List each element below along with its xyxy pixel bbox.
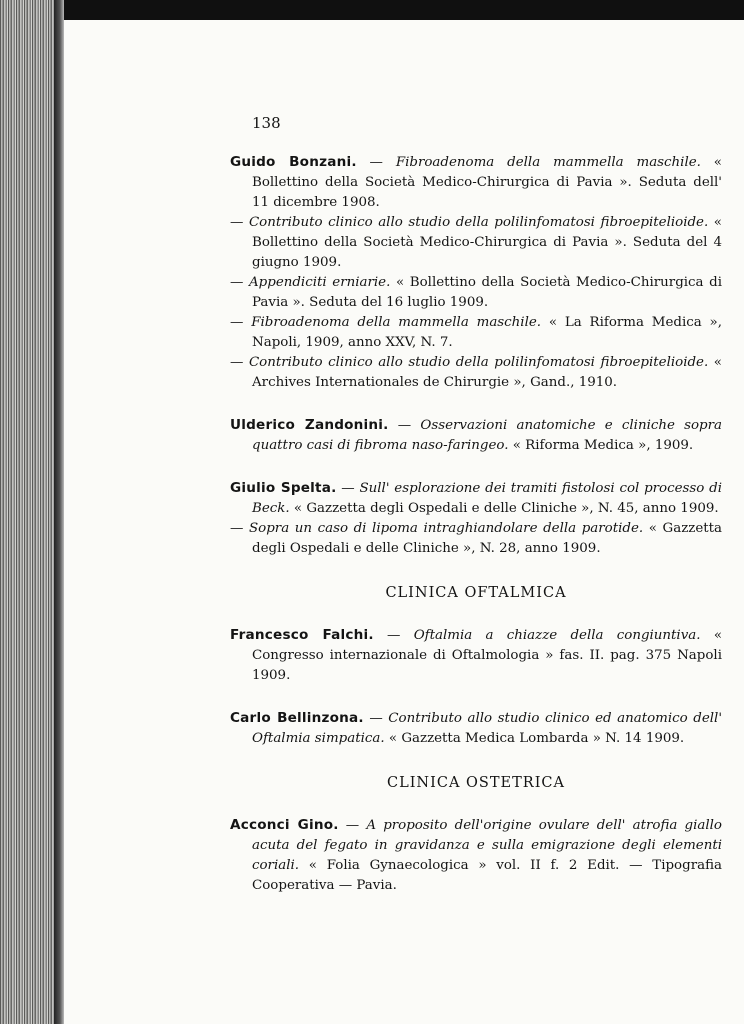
work-source: « Bollettino della Società Medico-Chirurgica di Pavia ». Seduta dell' 11 dicembre 1908. (252, 155, 722, 210)
work-source: « La Riforma Medica », Napoli, 1909, anno XXV, N. 7. (252, 315, 722, 350)
work-title: Contributo clinico allo studio della polilinfomatosi fibroepitelioide. (248, 355, 709, 370)
work-title: A proposito dell'origine ovulare dell' atrofia giallo acuta del fegato in gravidanza e sulla emigrazione degli elementi coriali. (252, 818, 722, 873)
work-citation: — Contributo clinico allo studio della polilinfomatosi fibroepitelioide. « Bollettino della Società Medico-Chirurgica di Pavia ». Seduta del 4 giugno 1909. (230, 215, 722, 270)
work-source: « Archives Internationales de Chirurgie », Gand., 1910. (252, 355, 722, 390)
work-source: « Bollettino della Società Medico-Chirurgica di Pavia ». Seduta del 16 luglio 1909. (252, 275, 722, 310)
section-heading: CLINICA OSTETRICA (386, 775, 565, 791)
work-citation: Francesco Falchi. — Oftalmia a chiazze della congiuntiva. « Congresso internazionale di Oftalmologia » fas. II. pag. 375 Napoli 1909. (230, 627, 723, 683)
work-title: Fibroadenoma della mammella maschile. (251, 315, 542, 330)
bibliography-entry (230, 708, 722, 749)
scan-top-border (0, 0, 744, 22)
author-name: Acconci Gino. (230, 817, 339, 833)
work-title: Sull' esplorazione dei tramiti fistolosi col processo di Beck. (252, 481, 722, 516)
work-source: « Gazzetta Medica Lombarda » N. 14 1909. (388, 731, 685, 746)
work-citation: — Appendiciti erniarie. « Bollettino della Società Medico-Chirurgica di Pavia ». Seduta del 16 luglio 1909. (230, 275, 722, 310)
work-citation: Giulio Spelta. — Sull' esplorazione dei tramiti fistolosi col processo di Beck. « Gazzetta degli Ospedali e delle Cliniche », N. 45, anno 1909. (230, 480, 722, 516)
work-title: Sopra un caso di lipoma intraghiandolare della parotide. (248, 521, 644, 536)
bibliography-entry (230, 415, 722, 456)
work-title: Contributo allo studio clinico ed anatomico dell' Oftalmia simpatica. (252, 711, 722, 746)
book-binding (0, 0, 62, 1024)
work-citation: — Fibroadenoma della mammella maschile. « La Riforma Medica », Napoli, 1909, anno XXV, N. 7. (230, 315, 722, 350)
work-source: « Congresso internazionale di Oftalmologia » fas. II. pag. 375 Napoli 1909. (252, 628, 723, 683)
work-title: Appendiciti erniarie. (249, 275, 391, 290)
work-citation: Guido Bonzani. — Fibroadenoma della mammella maschile. « Bollettino della Società Medico-Chirurgica di Pavia ». Seduta dell' 11 dicembre 1908. (230, 154, 722, 210)
work-citation: — Sopra un caso di lipoma intraghiandolare della parotide. « Gazzetta degli Ospedali e delle Cliniche », N. 28, anno 1909. (230, 521, 722, 556)
book-page (64, 20, 744, 1024)
author-name: Giulio Spelta. (230, 480, 337, 496)
work-title: Osservazioni anatomiche e cliniche sopra quattro casi di fibroma naso-faringeo. (252, 418, 722, 453)
author-name: Carlo Bellinzona. (230, 710, 364, 726)
work-source: « Gazzetta degli Ospedali e delle Cliniche », N. 28, anno 1909. (252, 521, 722, 556)
work-citation: Ulderico Zandonini. — Osservazioni anatomiche e cliniche sopra quattro casi di fibroma naso-faringeo. « Riforma Medica », 1909. (230, 417, 722, 453)
work-citation: Acconci Gino. — A proposito dell'origine ovulare dell' atrofia giallo acuta del fegato in gravidanza e sulla emigrazione degli elementi coriali. « Folia Gynaecologica » vol. II f. 2 Edit. — Tipografia Cooperativa — Pavia. (230, 817, 722, 893)
work-title: Oftalmia a chiazze della congiuntiva. (413, 628, 701, 643)
work-source: « Bollettino della Società Medico-Chirurgica di Pavia ». Seduta del 4 giugno 1909. (252, 215, 722, 270)
work-title: Contributo clinico allo studio della polilinfomatosi fibroepitelioide. (248, 215, 709, 230)
work-source: « Folia Gynaecologica » vol. II f. 2 Edit. — Tipografia Cooperativa — Pavia. (252, 858, 722, 893)
section-heading: CLINICA OFTALMICA (385, 585, 567, 601)
work-source: « Riforma Medica », 1909. (512, 438, 694, 453)
page-number: 138 (252, 114, 281, 132)
bibliography-entry (230, 625, 722, 686)
bibliography-entry (230, 152, 722, 393)
author-name: Francesco Falchi. (230, 627, 374, 643)
binding-shadow (54, 0, 64, 1024)
work-title: Fibroadenoma della mammella maschile. (395, 155, 701, 170)
bibliography-entry (230, 478, 722, 559)
work-citation: Carlo Bellinzona. — Contributo allo studio clinico ed anatomico dell' Oftalmia simpatica. « Gazzetta Medica Lombarda » N. 14 1909. (230, 710, 722, 746)
work-citation: — Contributo clinico allo studio della polilinfomatosi fibroepitelioide. « Archives Internationales de Chirurgie », Gand., 1910. (230, 355, 722, 390)
author-name: Ulderico Zandonini. (230, 417, 389, 433)
author-name: Guido Bonzani. (230, 154, 357, 170)
bibliography-entry (230, 815, 722, 896)
bibliography-list (230, 152, 722, 896)
work-source: « Gazzetta degli Ospedali e delle Cliniche », N. 45, anno 1909. (293, 501, 719, 516)
